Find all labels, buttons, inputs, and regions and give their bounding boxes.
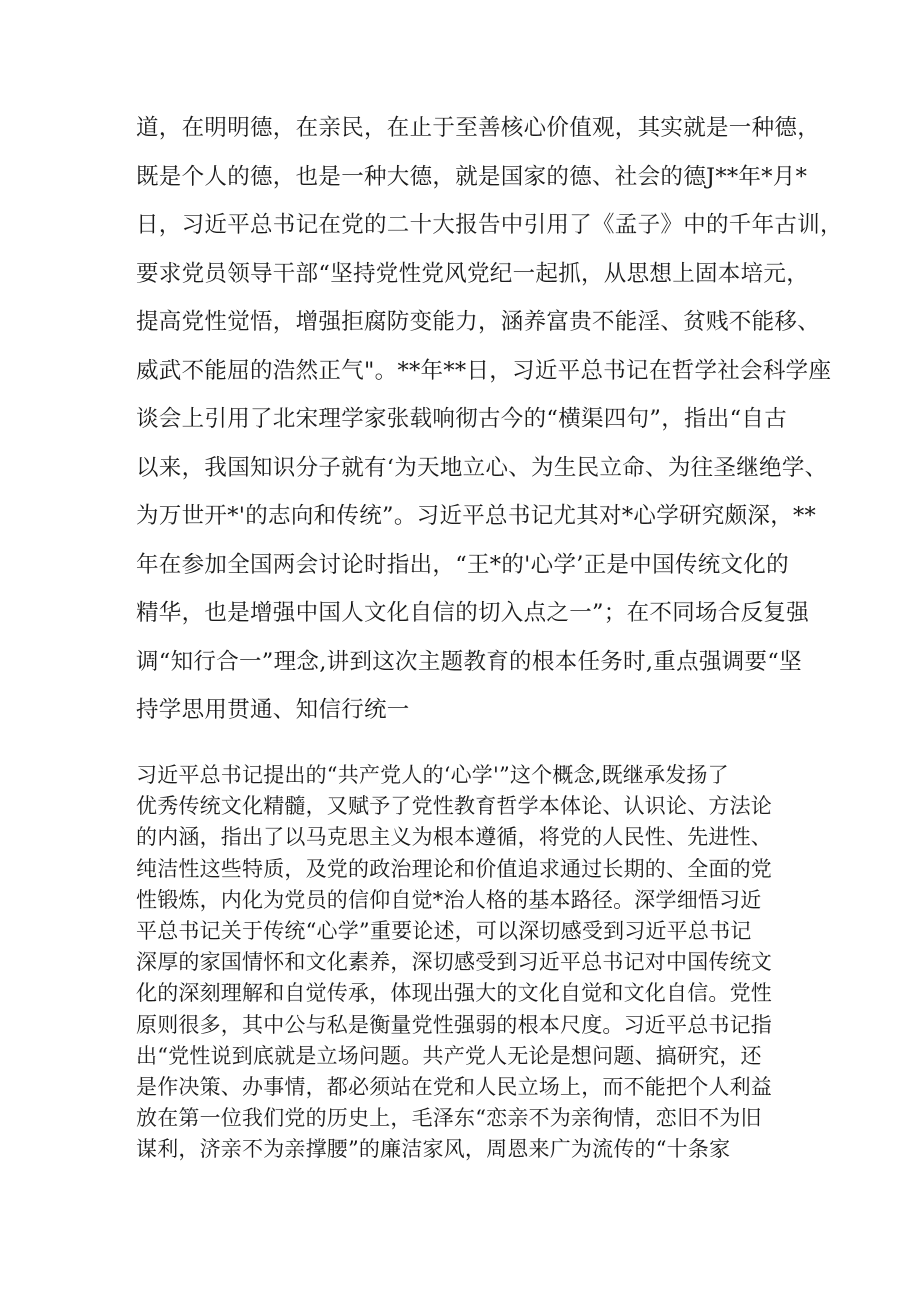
text-line: 习近平总书记提出的“共产党人的‘心学'”这个概念,既继承发扬了 <box>136 763 729 787</box>
text-line: 纯洁性这些特质，及党的政治理论和价值追求通过长期的、全面的党 <box>136 856 772 881</box>
text-line: 要求党员领导干部“坚持党性党风党纪一起抓，从思想上固本培元， <box>136 260 810 287</box>
text-line: 优秀传统文化精髓，又赋予了党性教育哲学本体论、认识论、方法论 <box>136 794 772 819</box>
text-line: 为万世开*'的志向和传统”。习近平总书记尤其对*心学研究颇深，** <box>136 503 817 529</box>
text-line: 原则很多，其中公与私是衡量党性强弱的根本尺度。习近平总书记指 <box>136 1012 772 1037</box>
text-line: 化的深刻理解和自觉传承，体现出强大的文化自觉和文化自信。党性 <box>136 981 772 1006</box>
text-line: 谈会上引用了北宋理学家张载响彻古今的“横渠四句”，指出“自古 <box>136 406 788 432</box>
text-line: 精华，也是增强中国人文化自信的切入点之一”；在不同场合反复强 <box>136 600 810 626</box>
text-block-two <box>136 760 816 1165</box>
text-line: 平总书记关于传统“心学”重要论述，可以深切感受到习近平总书记 <box>136 918 752 943</box>
text-line: 谋利，济亲不为亲撑腰”的廉洁家风，周恩来广为流传的“十条家 <box>136 1137 731 1162</box>
text-line: 深厚的家国情怀和文化素养，深切感受到习近平总书记对中国传统文 <box>136 950 772 975</box>
text-line: 性锻炼，内化为党员的信仰自觉*治人格的基本路径。深学细悟习近 <box>136 887 762 912</box>
text-line: 是作决策、办事情，都必须站在党和人民立场上，而不能把个人利益 <box>136 1074 772 1099</box>
text-line: 威武不能屈的浩然正气"。**年**日，习近平总书记在哲学社会科学座 <box>136 357 832 384</box>
text-line: 道，在明明德，在亲民，在止于至善核心价值观，其实就是一种德， <box>136 115 821 141</box>
text-line: 以来，我国知识分子就有‘为天地立心、为生民立命、为往圣继绝学、 <box>136 454 828 481</box>
text-line: 年在参加全国两会讨论时指出，“王*的'心学’正是中国传统文化的 <box>136 551 789 578</box>
text-line: 放在第一位我们党的历史上，毛泽东“恋亲不为亲徇情，恋旧不为旧 <box>136 1106 762 1131</box>
text-line: 日，习近平总书记在党的二十大报告中引用了《孟子》中的千年古训， <box>136 212 843 238</box>
text-line: 持学思用贯通、知信行统一 <box>136 697 410 723</box>
text-line: 既是个人的德，也是一种大德，就是国家的德、社会的德J**年*月* <box>136 163 808 190</box>
text-line: 出“党性说到底就是立场问题。共产党人无论是想问题、搞研究，还 <box>136 1043 762 1068</box>
text-line: 调“知行合一”理念,讲到这次主题教育的根本任务时,重点强调要“坚 <box>136 648 802 675</box>
text-block-one <box>136 104 843 735</box>
text-line: 的内涵，指出了以马克思主义为根本遵循，将党的人民性、先进性、 <box>136 825 772 850</box>
text-line: 提高党性觉悟，增强拒腐防变能力，涵养富贵不能淫、贫贱不能移、 <box>136 309 821 335</box>
